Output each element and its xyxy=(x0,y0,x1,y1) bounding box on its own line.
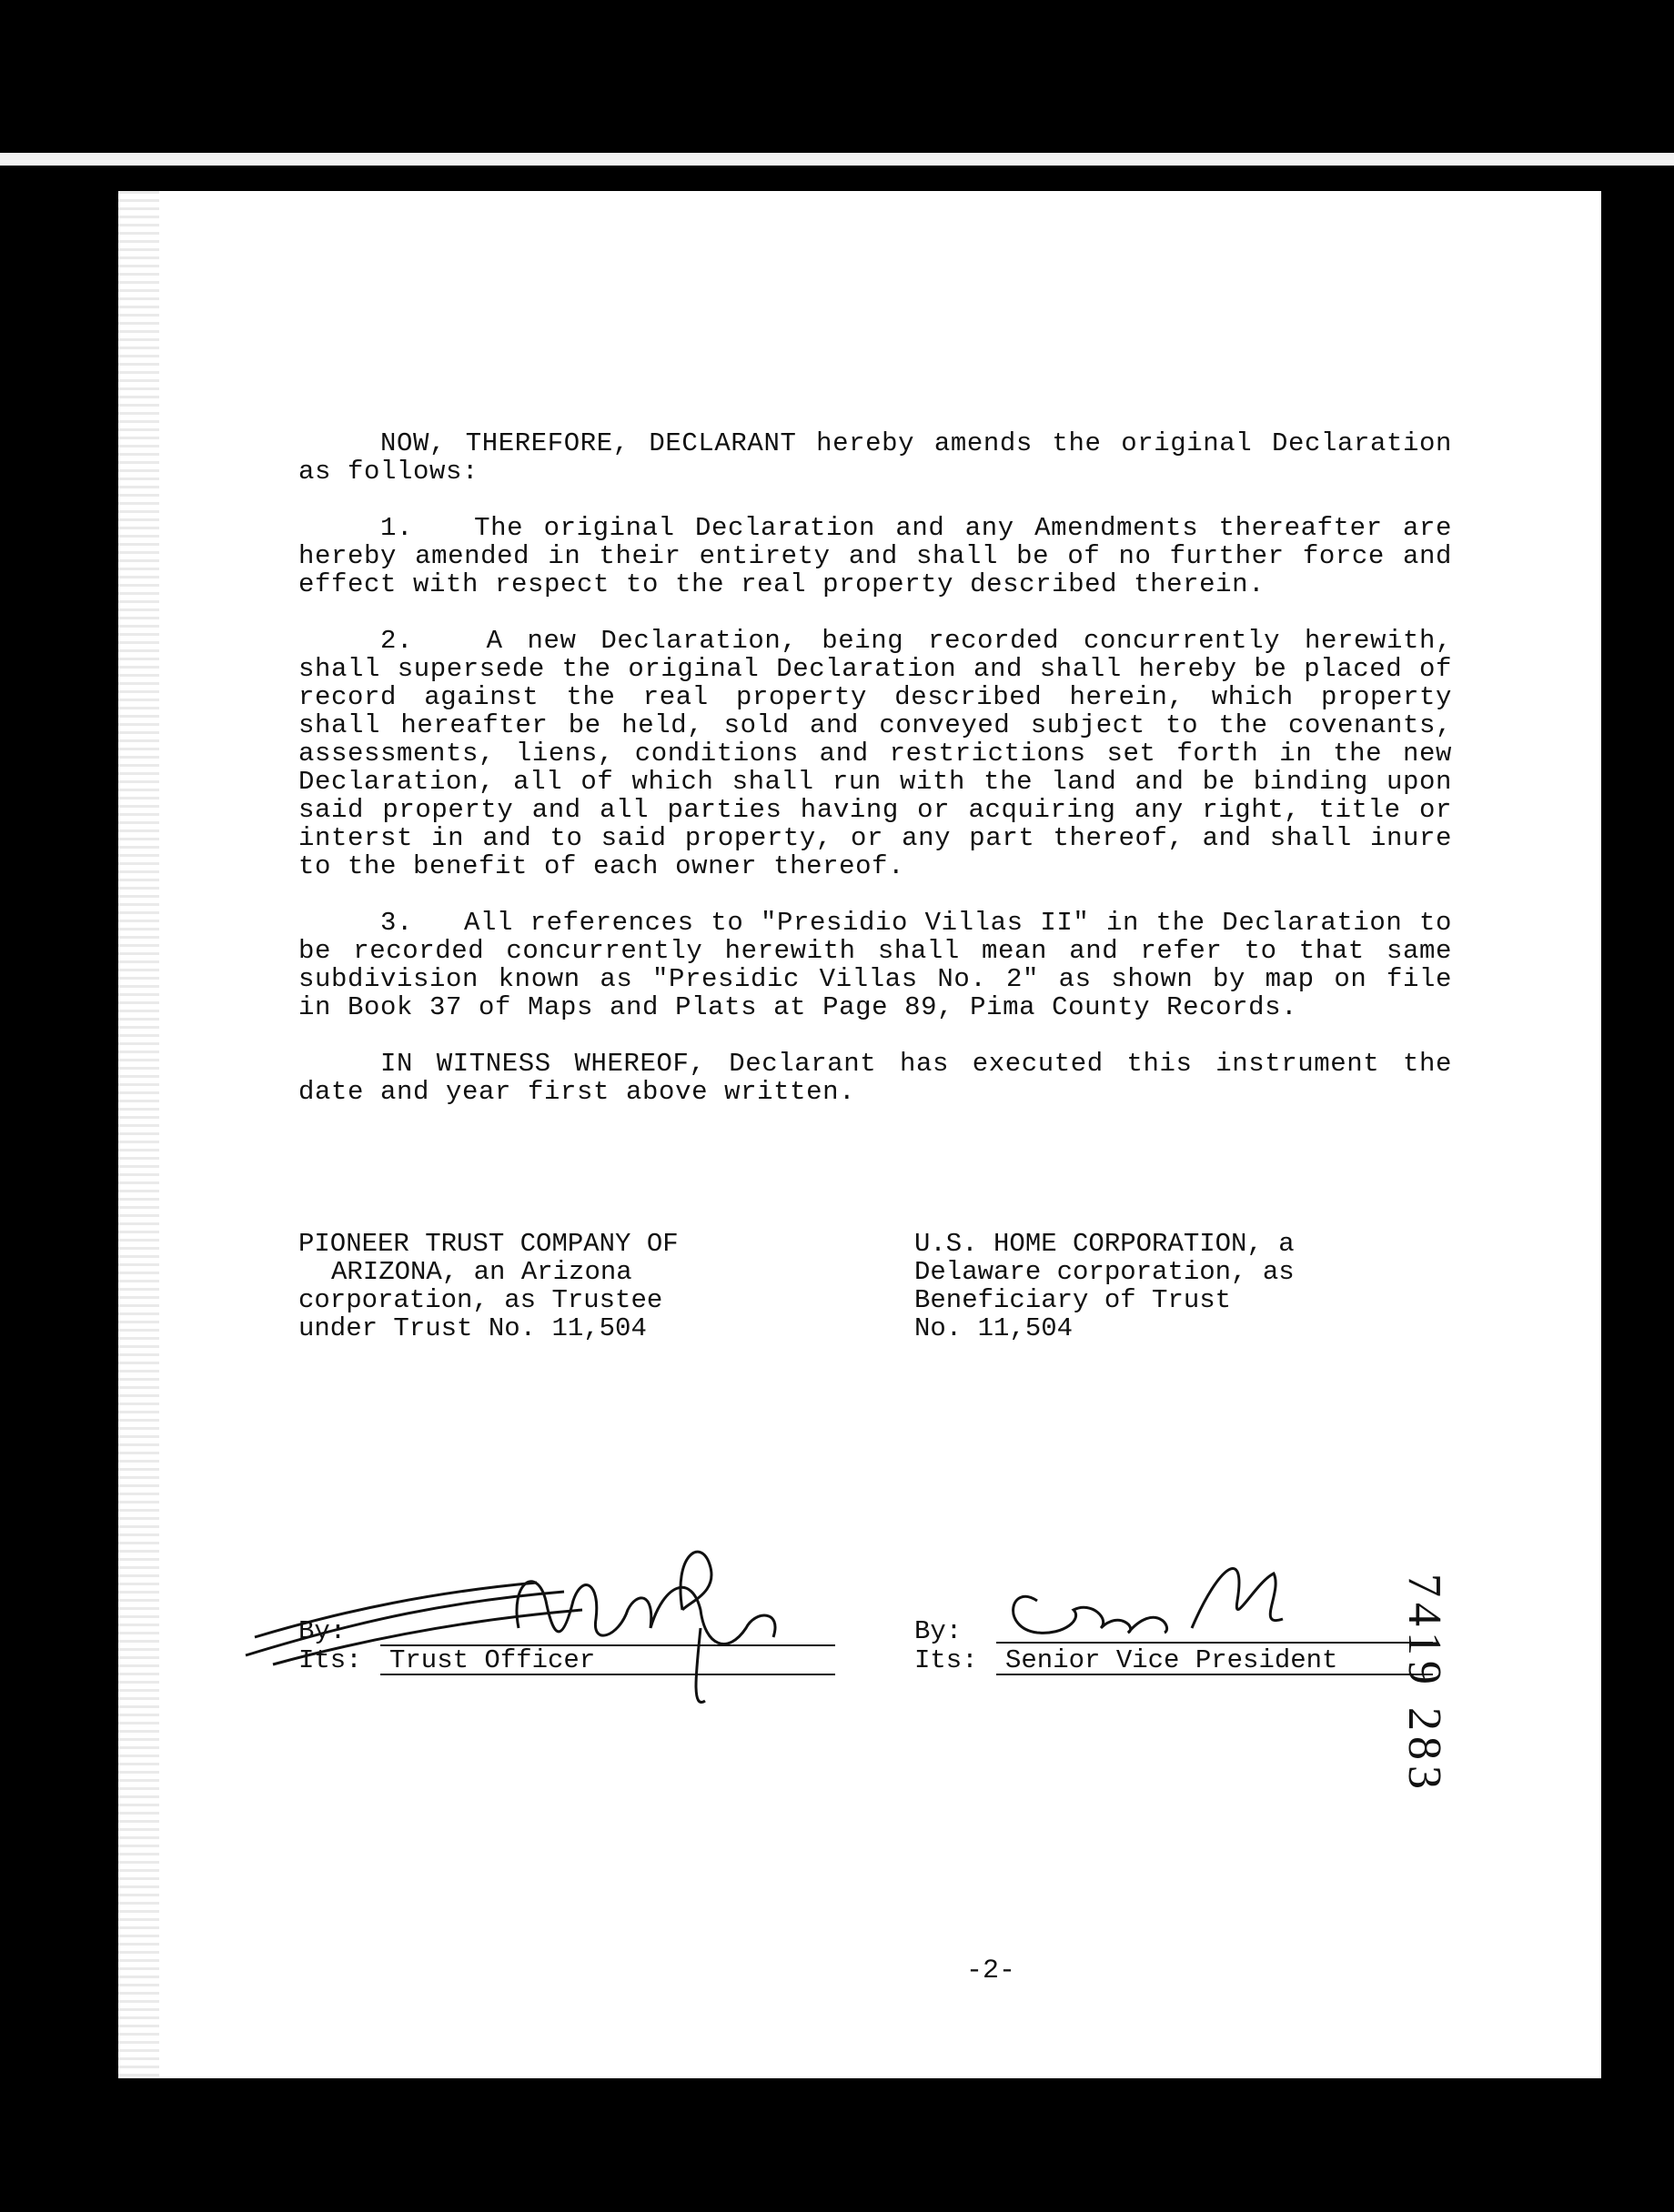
intro-text: NOW, THEREFORE, DECLARANT hereby amends the original Declaration as follows: xyxy=(298,428,1452,487)
right-signatory-line: Beneficiary of Trust xyxy=(914,1285,1232,1315)
right-signatory-block xyxy=(914,1230,1497,1342)
scan-edge-strip xyxy=(0,153,1674,166)
its-value: Senior Vice President xyxy=(1005,1645,1338,1675)
right-signatory-line: Delaware corporation, as xyxy=(914,1257,1295,1287)
left-signatory-line: ARIZONA, an Arizona xyxy=(331,1257,632,1287)
right-its-line xyxy=(996,1674,1433,1675)
page-number: -2- xyxy=(966,1956,1016,1986)
right-signatory-line: U.S. HOME CORPORATION, a xyxy=(914,1229,1295,1259)
document-page xyxy=(118,191,1601,2078)
its-value: Trust Officer xyxy=(389,1645,596,1675)
body-text xyxy=(298,429,1452,1134)
left-signature-scribble xyxy=(237,1501,892,1719)
witness-text: IN WITNESS WHEREOF, Declarant has executed this instrument the date and year first above written. xyxy=(298,1049,1452,1107)
clause-3 xyxy=(298,909,1452,1021)
clause-text: A new Declaration, being recorded concurrently herewith, shall supersede the original Declaration and shall hereby be placed of record against the real property described herein, which property shall hereafter be held, sold and conveyed subject to the covenants, assessments, liens, conditions and restrictions set forth in the new Declaration, all of which shall run with the land and be binding upon said property and all parties having or acquiring any right, title or interst in and to said property, or any part thereof, and shall inure to the benefit of each owner thereof. xyxy=(298,626,1452,881)
clause-1 xyxy=(298,514,1452,598)
witness-paragraph xyxy=(298,1050,1452,1106)
clause-text: The original Declaration and any Amendments thereafter are hereby amended in their entirety and shall be of no further force and effect with respect to the real property described therein. xyxy=(298,513,1452,599)
clause-2 xyxy=(298,627,1452,880)
by-label: By: xyxy=(298,1616,347,1646)
right-signature-scribble xyxy=(983,1528,1401,1674)
scan-top-border xyxy=(0,0,1674,150)
its-label: Its: xyxy=(298,1645,362,1675)
recording-stamp: 7419 283 xyxy=(1398,1574,1450,1795)
clause-number: 1. xyxy=(380,513,414,543)
left-signatory-line: corporation, as Trustee xyxy=(298,1285,663,1315)
left-signatory-block xyxy=(298,1230,862,1342)
its-label: Its: xyxy=(914,1645,978,1675)
left-signatory-line: PIONEER TRUST COMPANY OF xyxy=(298,1229,679,1259)
right-signatory-line: No. 11,504 xyxy=(914,1313,1074,1343)
intro-paragraph xyxy=(298,429,1452,486)
by-label: By: xyxy=(914,1616,963,1646)
clause-number: 2. xyxy=(380,626,414,656)
left-signatory-line: under Trust No. 11,504 xyxy=(298,1313,647,1343)
clause-text: All references to "Presidio Villas II" in the Declaration to be recorded concurrently herewith shall mean and refer to that same subdivision known as "Presidic Villas No. 2" as shown by map on file in Book 37 of Maps and Plats at Page 89, Pima County Records. xyxy=(298,908,1453,1022)
clause-number: 3. xyxy=(380,908,414,938)
